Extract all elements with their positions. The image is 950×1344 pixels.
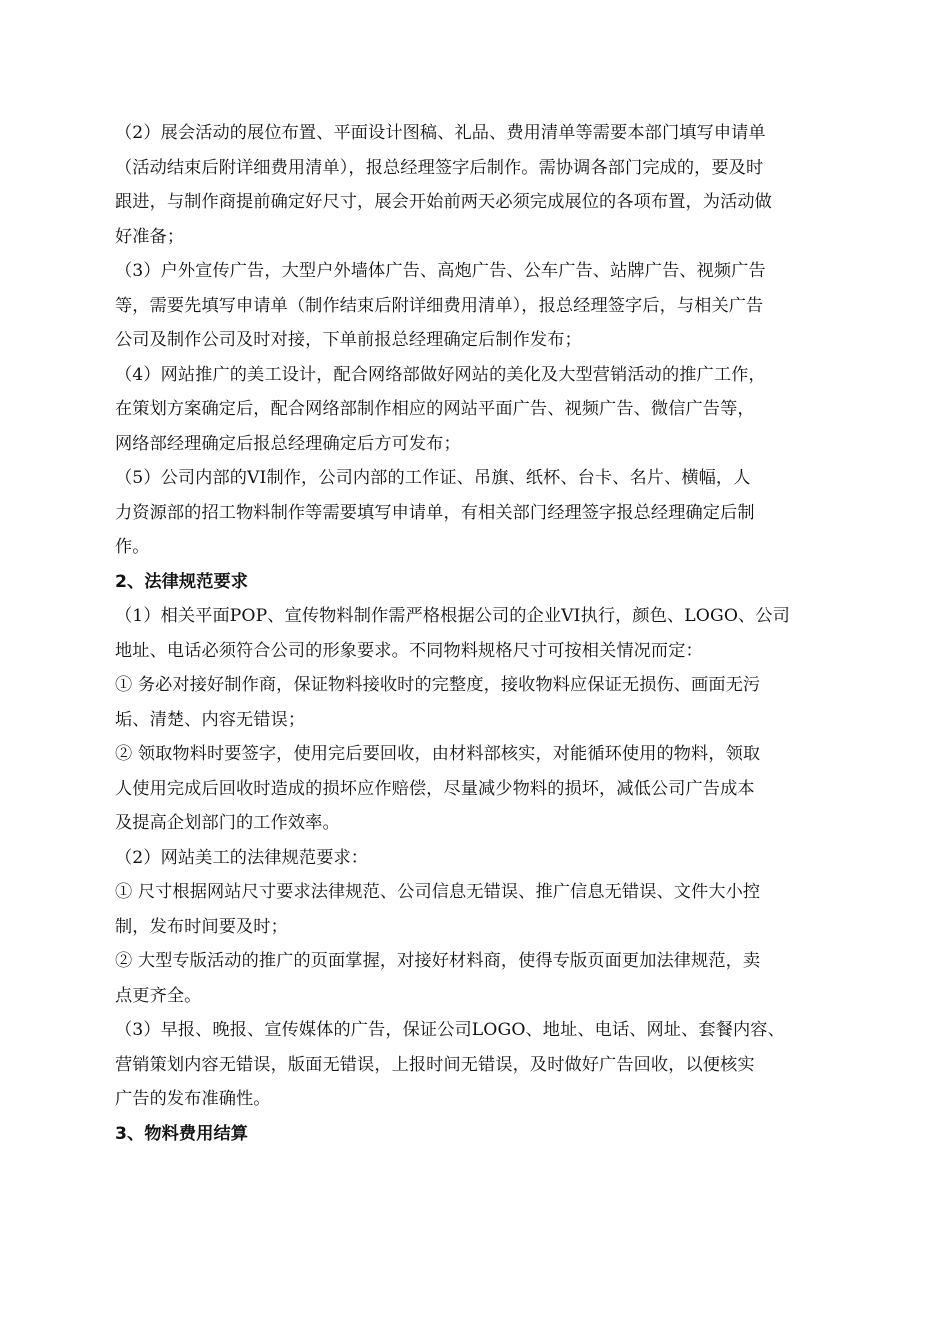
paragraph-line: ① 务必对接好制作商，保证物料接收时的完整度，接收物料应保证无损伤、画面无污	[115, 675, 761, 695]
paragraph-line: （2）网站美工的法律规范要求：	[115, 847, 369, 868]
paragraph-line: 网络部经理确定后报总经理确定后方可发布；	[115, 433, 461, 454]
paragraph-line: 制，发布时间要及时；	[115, 916, 288, 937]
paragraph-line: 公司及制作公司及时对接，下单前报总经理确定后制作发布；	[115, 330, 582, 350]
paragraph-line: ② 领取物料时要签字，使用完后要回收，由材料部核实，对能循环使用的物料，领取	[115, 744, 761, 764]
paragraph-line: （3）户外宣传广告，大型户外墙体广告、高炮广告、公车广告、站牌广告、视频广告	[115, 261, 766, 281]
paragraph-line: 跟进，与制作商提前确定好尺寸，展会开始前两天必须完成展位的各项布置，为活动做	[115, 192, 772, 212]
paragraph-line: 好准备；	[115, 226, 185, 247]
paragraph-line: 垢、清楚、内容无错误；	[115, 709, 306, 730]
document-body	[115, 116, 835, 1151]
paragraph-line: （1）相关平面POP、宣传物料制作需严格根据公司的企业VI执行，颜色、LOGO、公司	[115, 606, 790, 626]
paragraph-line: 等，需要先填写申请单（制作结束后附详细费用清单），报总经理签字后，与相关广告	[115, 295, 764, 316]
paragraph-line: （3）早报、晚报、宣传媒体的广告，保证公司LOGO、地址、电话、网址、套餐内容、	[115, 1020, 785, 1040]
paragraph-line: 人使用完成后回收时造成的损坏应作赔偿，尽量减少物料的损坏，减低公司广告成本	[115, 778, 755, 799]
paragraph-line: 作。	[115, 537, 150, 557]
paragraph-line: 地址、电话必须符合公司的形象要求。不同物料规格尺寸可按相关情况而定：	[115, 640, 703, 661]
paragraph-line: 营销策划内容无错误，版面无错误，上报时间无错误，及时做好广告回收，以便核实	[115, 1054, 755, 1075]
paragraph-line: 及提高企划部门的工作效率。	[115, 813, 340, 833]
section-heading-material-settlement: 3、物料费用结算	[115, 1123, 249, 1144]
paragraph-line: ① 尺寸根据网站尺寸要求法律规范、公司信息无错误、推广信息无错误、文件大小控	[115, 882, 761, 902]
paragraph-line: 广告的发布准确性。	[115, 1089, 271, 1109]
paragraph-line: 在策划方案确定后，配合网络部制作相应的网站平面广告、视频广告、微信广告等，	[115, 399, 755, 419]
paragraph-line: （2）展会活动的展位布置、平面设计图稿、礼品、费用清单等需要本部门填写申请单	[115, 123, 766, 143]
paragraph-line: 点更齐全。	[115, 985, 202, 1006]
paragraph-line: 力资源部的招工物料制作等需要填写申请单，有相关部门经理签字报总经理确定后制	[115, 502, 755, 523]
paragraph-line: （4）网站推广的美工设计，配合网络部做好网站的美化及大型营销活动的推广工作，	[115, 364, 766, 385]
paragraph-line: （5）公司内部的VI制作，公司内部的工作证、吊旗、纸杯、台卡、名片、横幅，人	[115, 468, 751, 488]
paragraph-line: ② 大型专版活动的推广的页面掌握，对接好材料商，使得专版页面更加法律规范，卖	[115, 951, 761, 971]
paragraph-line: （活动结束后附详细费用清单），报总经理签字后制作。需协调各部门完成的，要及时	[115, 157, 764, 178]
section-heading-legal-requirements: 2、法律规范要求	[115, 571, 249, 592]
